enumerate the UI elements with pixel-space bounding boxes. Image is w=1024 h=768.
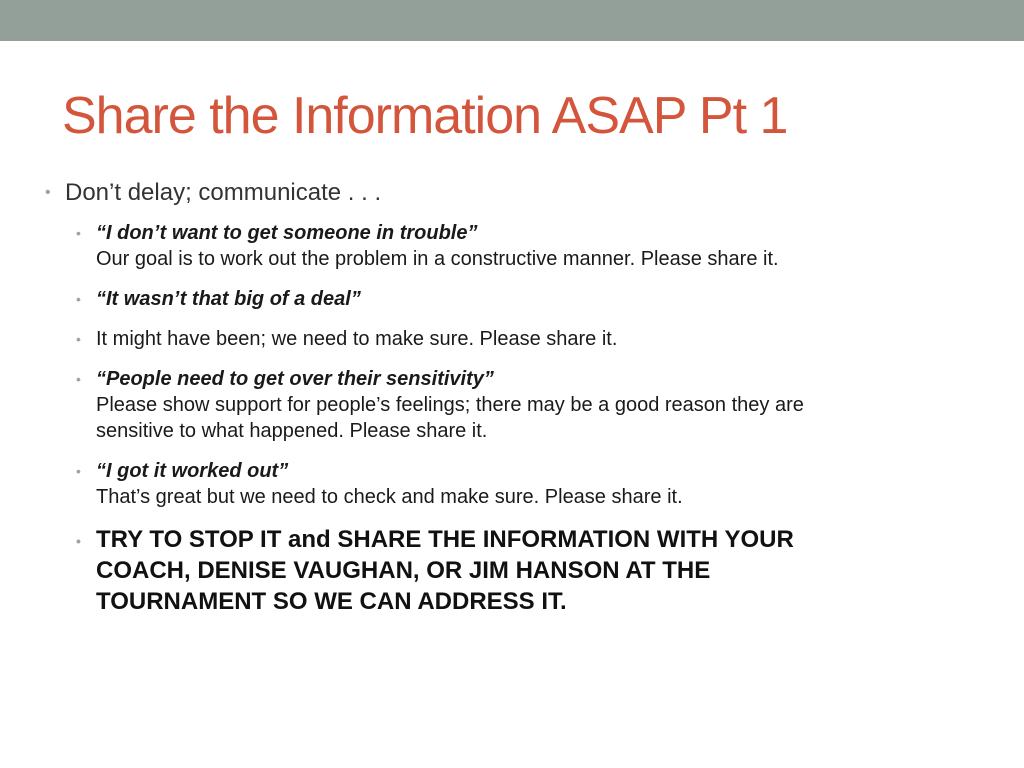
sub-bullet-sensitivity bbox=[76, 366, 845, 444]
bullet-icon: • bbox=[45, 184, 51, 201]
bullet-icon: • bbox=[76, 533, 81, 549]
sub-bullet-big-deal bbox=[76, 286, 845, 312]
sub-bullet-trouble bbox=[76, 220, 845, 272]
main-point-text: Don’t delay; communicate . . . bbox=[65, 179, 382, 206]
bullet-icon: • bbox=[76, 463, 81, 479]
main-bullet bbox=[45, 178, 845, 208]
response-text: It might have been; we need to make sure. Please share it. bbox=[96, 328, 618, 350]
slide-title: Share the Information ASAP Pt 1 bbox=[62, 87, 788, 145]
slide-content bbox=[45, 178, 845, 631]
quote-text: “I got it worked out” bbox=[96, 460, 289, 482]
quote-text: “It wasn’t that big of a deal” bbox=[96, 288, 361, 310]
quote-text: “I don’t want to get someone in trouble” bbox=[96, 222, 478, 244]
top-accent-bar bbox=[0, 0, 1024, 41]
response-text: Please show support for people’s feelings; there may be a good reason they are sensitive to what happened. Please share it. bbox=[96, 394, 804, 442]
callout-text: TRY TO STOP IT and SHARE THE INFORMATION WITH YOUR COACH, DENISE VAUGHAN, OR JIM HANSON AT THE TOURNAMENT SO WE CAN ADDRESS IT. bbox=[96, 526, 794, 615]
quote-text: “People need to get over their sensitivity” bbox=[96, 368, 494, 390]
response-text: Our goal is to work out the problem in a constructive manner. Please share it. bbox=[96, 248, 779, 270]
sub-bullet-list bbox=[76, 220, 845, 617]
bullet-icon: • bbox=[76, 225, 81, 241]
bullet-icon: • bbox=[76, 291, 81, 307]
bullet-icon: • bbox=[76, 331, 81, 347]
response-text: That’s great but we need to check and make sure. Please share it. bbox=[96, 486, 683, 508]
sub-bullet-callout bbox=[76, 524, 845, 617]
sub-bullet-worked-out bbox=[76, 458, 845, 510]
bullet-icon: • bbox=[76, 371, 81, 387]
sub-bullet-might-have-been bbox=[76, 326, 845, 352]
